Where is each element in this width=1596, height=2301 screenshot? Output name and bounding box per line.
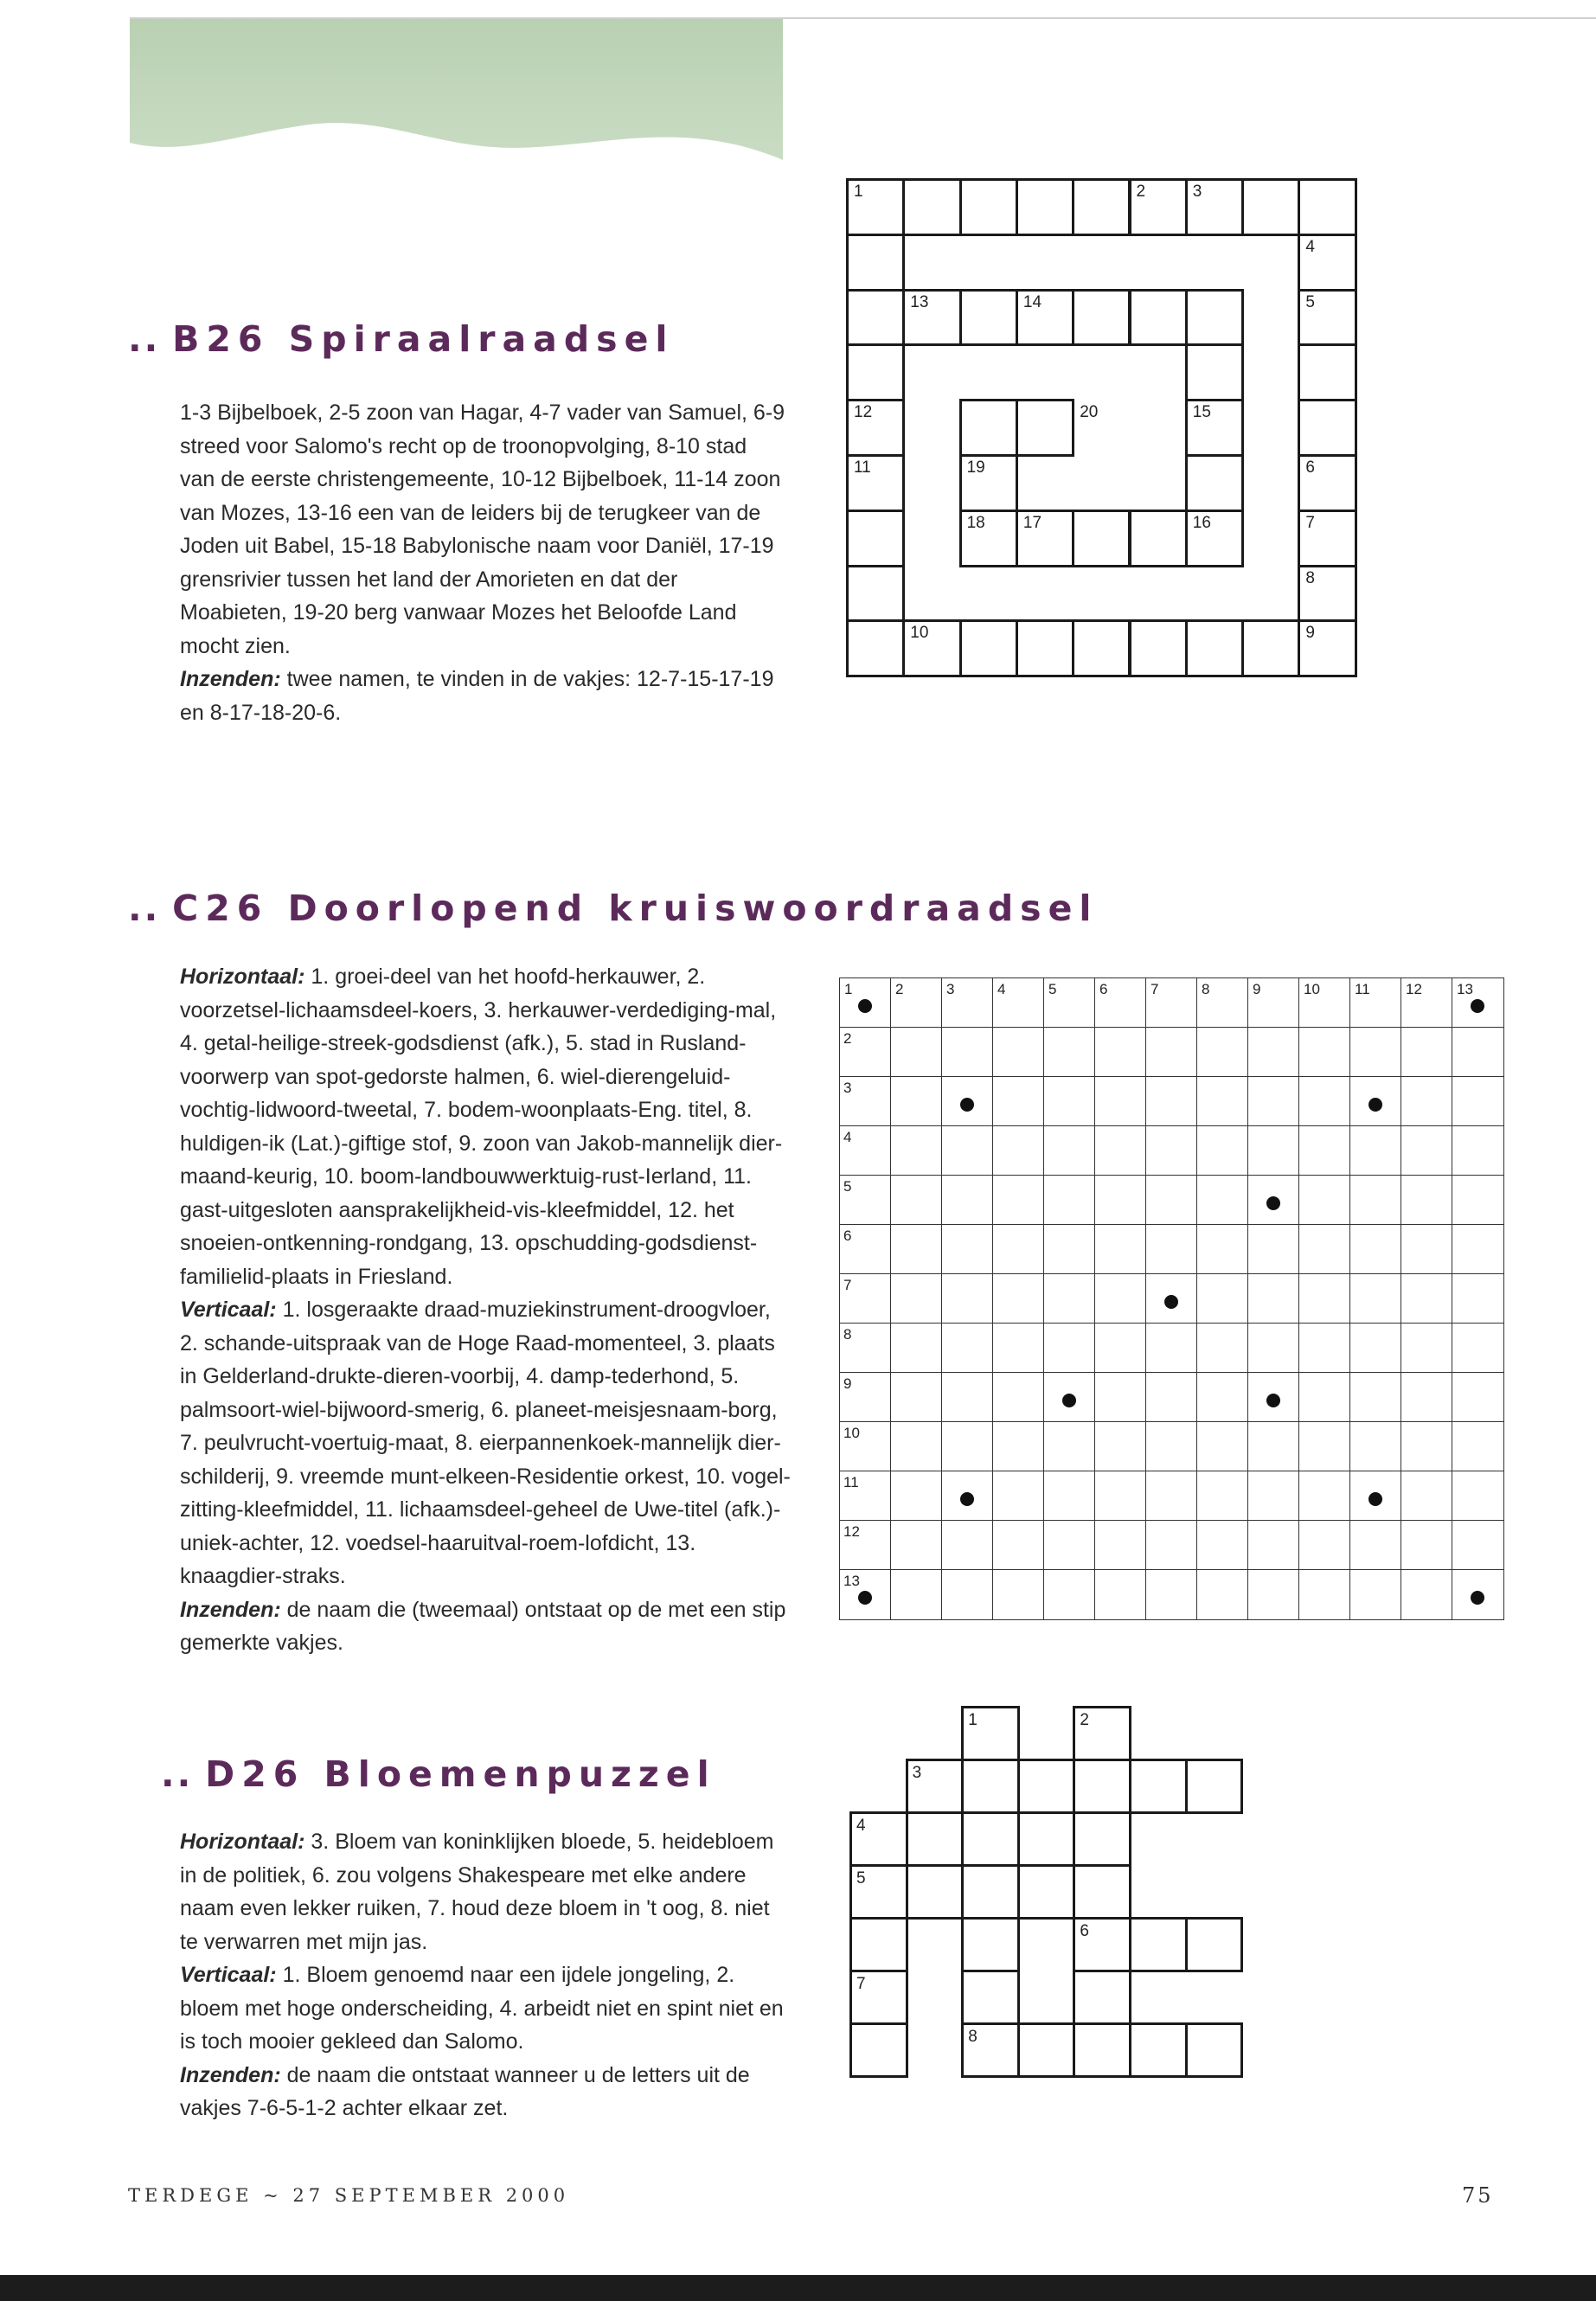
c26-cell[interactable] [890,1372,943,1423]
c26-cell[interactable] [1401,1125,1453,1176]
c26-marker-dot [1266,1196,1280,1210]
c26-cell[interactable] [890,1273,943,1324]
spiral-cell[interactable] [1129,289,1188,347]
c26-marker-dot [1266,1394,1280,1407]
c26-cell[interactable] [1196,1076,1249,1127]
d26-submit-text: de naam die ontstaat wanneer u de letters uit de vakjes 7-6-5-1-2 achter elkaar zet. [180,2062,750,2120]
c26-cell[interactable] [1196,1471,1249,1522]
b26-submit-text: twee namen, te vinden in de vakjes: 12-7-15-17-19 en 8-17-18-20-6. [180,667,774,725]
c26-cell[interactable] [1094,1273,1147,1324]
c26-cell[interactable] [1043,1421,1096,1472]
c26-cell[interactable] [1094,1520,1147,1571]
c26-cell[interactable] [1247,1224,1300,1275]
c26-cell[interactable] [1145,1323,1198,1374]
c26-cell[interactable] [1349,1569,1402,1620]
cell-number: 16 [1192,513,1211,532]
c26-cell[interactable] [890,1224,943,1275]
c26-marker-dot [1471,1591,1484,1605]
c26-cell[interactable] [1247,1421,1300,1472]
d26-cell[interactable] [961,1759,1020,1814]
spiral-cell[interactable] [846,619,905,677]
cell-number: 3 [912,1764,922,1782]
c26-cell[interactable] [1196,1175,1249,1226]
b26-clue-text: 1-3 Bijbelboek, 2-5 zoon van Hagar, 4-7 vader van Samuel, 6-9 streed voor Salomo's recht op de troonopvolging, 8-10 stad van de eerste christengemeente, 10-12 Bijbelboek, 11-14 zoon van Mozes, 13-16 een van de leiders bij de terugkeer van de Joden uit Babel, 15-18 Babylonische naam voor Daniël, 17-19 grensrivier tussen het land der Amorieten en dat der Moabieten, 19-20 berg vanwaar Mozes het Beloofde Land mocht zien. [180,401,785,658]
c26-cell[interactable] [1401,1076,1453,1127]
cell-number: 3 [843,1080,852,1096]
c26-cell[interactable] [1094,1421,1147,1472]
b26-clues [180,396,785,729]
c26-cell[interactable] [992,1323,1045,1374]
d26-cell[interactable] [1073,1759,1131,1814]
cell-number: 2 [1136,183,1146,201]
d26-cell[interactable] [1073,1970,1131,2025]
c26-cell[interactable] [1145,1027,1198,1078]
spiral-cell[interactable] [1185,289,1244,347]
spiral-cell[interactable] [1016,399,1074,457]
c26-cell[interactable] [1247,1471,1300,1522]
c26-horizontal-label: Horizontaal: [180,965,305,989]
c26-cell[interactable] [941,1125,994,1176]
c26-cell[interactable] [1298,1421,1351,1472]
c26-cell[interactable] [890,1421,943,1472]
c26-cell[interactable] [1145,1569,1198,1620]
spiral-cell[interactable] [846,510,905,567]
c26-cell[interactable] [992,1372,1045,1423]
c26-cell[interactable] [1094,1323,1147,1374]
c26-vertical-text: 1. losgeraakte draad-muziekinstrument-droogvloer, 2. schande-uitspraak van de Hoge Raad-momenteel, 3. plaats in Gelderland-drukte-dieren-voorbij, 4. damp-tederhond, 5. palmsoort-wiel-bijwoord-smerig, 6. planeet-meisjesnaam-borg, 7. peulvrucht-voertuig-maat, 8. eierpannenkoek-mannelijk dier-schilderij, 9. vreemde munt-elkeen-Residentie orkest, 10. vogel-zitting-kleefmiddel, 11. lichaamsdeel-geheel de Uwe-titel (afk.)-uniek-achter, 12. voedsel-haaruitval-roem-lofdicht, 13. knaagdier-straks. [180,1298,791,1588]
c26-cell[interactable] [1298,1175,1351,1226]
d26-cell[interactable] [1185,1759,1244,1814]
c26-cell[interactable] [1094,1125,1147,1176]
c26-cell[interactable] [1094,1175,1147,1226]
spiral-cell[interactable] [1129,619,1188,677]
c26-cell[interactable] [1452,1027,1504,1078]
c26-cell[interactable] [1298,1520,1351,1571]
c26-marker-dot [1368,1492,1382,1506]
cell-number: 10 [843,1425,860,1441]
c26-vertical-label: Verticaal: [180,1298,277,1322]
c26-cell[interactable] [941,1421,994,1472]
d26-cell[interactable] [849,1917,908,1972]
cell-number: 6 [1099,981,1108,997]
cell-number: 2 [895,981,904,997]
d26-cell[interactable] [961,1970,1020,2025]
c26-cell[interactable] [1196,1273,1249,1324]
spiral-cell[interactable] [846,234,905,292]
c26-cell[interactable] [890,1471,943,1522]
c26-cell[interactable] [992,1027,1045,1078]
c26-cell[interactable] [1247,1520,1300,1571]
c26-cell[interactable] [1247,1125,1300,1176]
c26-cell[interactable] [1247,1569,1300,1620]
c26-clues [180,960,794,1660]
cell-number: 8 [1305,568,1315,587]
cell-number: 9 [1305,624,1315,643]
cell-number: 2 [1080,1711,1089,1729]
c26-cell[interactable] [1145,1224,1198,1275]
c26-cell[interactable] [1094,1224,1147,1275]
c26-cell[interactable] [992,1076,1045,1127]
c26-cell[interactable] [992,1520,1045,1571]
d26-cell[interactable] [961,1811,1020,1867]
c26-cell[interactable] [1298,1471,1351,1522]
d26-cell[interactable] [1185,1917,1244,1972]
c26-cell[interactable] [941,1323,994,1374]
c26-cell[interactable] [1452,1125,1504,1176]
c26-cell[interactable] [890,1323,943,1374]
cell-number: 5 [1305,292,1315,311]
c26-cell[interactable] [1298,1224,1351,1275]
cell-number: 8 [1202,981,1210,997]
spiral-cell[interactable] [1072,510,1131,567]
c26-cell[interactable] [1452,1323,1504,1374]
spiral-cell[interactable] [1185,343,1244,401]
cell-number: 11 [843,1474,859,1490]
c26-horizontal-text: 1. groei-deel van het hoofd-herkauwer, 2. voorzetsel-lichaamsdeel-koers, 3. herkauwer-verdediging-mal, 4. getal-heilige-streek-godsdienst (afk.), 5. stad in Rusland-voorwerp van spot-gedorste halmen, 6. wiel-dierengeluid-vochtig-lidwoord-tweetal, 7. bodem-woonplaats-Eng. titel, 8. huldigen-ik (Lat.)-giftige stof, 9. zoon van Jakob-mannelijk dier-maand-keurig, 10. boom-landbouwwerktuig-rust-Ierland, 11. gast-uitgesloten aansprakelijkheid-vis-kleefmiddel, 12. het snoeien-ontkenning-rondgang, 13. opschudding-godsdienst-familielid-plaats in Friesland. [180,965,783,1289]
c26-cell[interactable] [1247,1323,1300,1374]
c26-cell[interactable] [1349,1323,1402,1374]
spiral-cell[interactable] [902,178,961,236]
c26-cell[interactable] [992,1569,1045,1620]
c26-cell[interactable] [992,1125,1045,1176]
c26-cell[interactable] [1452,1273,1504,1324]
c26-cell[interactable] [1401,1175,1453,1226]
c26-cell[interactable] [1452,1421,1504,1472]
spiral-cell[interactable] [1298,178,1356,236]
d26-submit-label: Inzenden: [180,2062,281,2087]
c26-marker-dot [960,1492,974,1506]
cell-number: 9 [843,1375,852,1392]
c26-marker-dot [858,999,872,1013]
c26-cell[interactable] [1247,1076,1300,1127]
d26-vertical-label: Verticaal: [180,1963,277,1987]
c26-cell[interactable] [890,1027,943,1078]
page-top-rule [130,17,1596,19]
d26-cell[interactable] [1073,2022,1131,2078]
c26-cell[interactable] [1349,1421,1402,1472]
c26-cell[interactable] [1247,1273,1300,1324]
c26-marker-dot [1164,1295,1178,1309]
cell-number: 6 [1305,458,1315,477]
c26-marker-dot [1368,1098,1382,1112]
c26-cell[interactable] [1452,1471,1504,1522]
header-decoration [130,17,787,164]
c26-cell[interactable] [941,1273,994,1324]
c26-cell[interactable] [1094,1027,1147,1078]
c26-cell[interactable] [1145,1125,1198,1176]
d26-cell[interactable] [1017,2022,1076,2078]
c26-cell[interactable] [1298,1076,1351,1127]
c26-cell[interactable] [1401,1471,1453,1522]
c26-cell[interactable] [941,1027,994,1078]
c26-cell[interactable] [1043,1323,1096,1374]
spiral-cell[interactable] [1241,619,1300,677]
cell-number: 13 [1457,981,1473,997]
cell-number: 1 [854,183,863,201]
c26-cell[interactable] [1349,1224,1402,1275]
footer-magazine: TERDEGE ~ 27 SEPTEMBER 2000 [128,2185,570,2206]
c26-cell[interactable] [1094,1076,1147,1127]
cell-number: 4 [843,1129,852,1145]
c26-cell[interactable] [1401,1273,1453,1324]
cell-number: 11 [854,458,871,477]
cell-number: 19 [966,458,985,477]
c26-cell[interactable] [1094,1372,1147,1423]
cell-number: 4 [856,1817,866,1835]
c26-cell[interactable] [1196,1027,1249,1078]
d26-horizontal-text: 3. Bloem van koninklijken bloede, 5. heidebloem in de politiek, 6. zou volgens Shakespeare met elke andere naam even lekker ruiken, 7. houd deze bloem in 't oog, 8. niet te verwarren met mijn jas. [180,1830,774,1954]
c26-cell[interactable] [1043,1273,1096,1324]
c26-cell[interactable] [1145,1175,1198,1226]
c26-cell[interactable] [1298,1323,1351,1374]
d26-cell[interactable] [1017,1759,1076,1814]
c26-cell[interactable] [1043,1076,1096,1127]
spiral-cell[interactable] [1016,178,1074,236]
cell-number: 4 [997,981,1006,997]
spiral-cell[interactable] [1016,619,1074,677]
d26-cell[interactable] [849,2022,908,2078]
spiral-cell[interactable] [1185,619,1244,677]
c26-marker-dot [1471,999,1484,1013]
b26-title: .. B26 Spiraalraadsel [128,318,675,360]
spiral-cell[interactable] [959,399,1018,457]
c26-cell[interactable] [1196,1323,1249,1374]
cell-number: 5 [1048,981,1057,997]
b26-submit-label: Inzenden: [180,667,281,691]
c26-cell[interactable] [1298,1027,1351,1078]
c26-marker-dot [858,1591,872,1605]
c26-submit-label: Inzenden: [180,1597,281,1622]
c26-cell[interactable] [1349,1273,1402,1324]
d26-cell[interactable] [906,1864,965,1920]
cell-number: 10 [910,624,929,643]
cell-number: 3 [1192,183,1202,201]
spiral-cell[interactable] [1072,178,1131,236]
c26-cell[interactable] [1145,1520,1198,1571]
spiral-cell[interactable] [959,619,1018,677]
c26-cell[interactable] [1094,1471,1147,1522]
c26-cell[interactable] [1349,1520,1402,1571]
cell-number: 7 [1151,981,1159,997]
c26-cell[interactable] [1196,1421,1249,1472]
c26-cell[interactable] [1452,1520,1504,1571]
cell-number: 1 [844,981,853,997]
c26-cell[interactable] [890,1125,943,1176]
d26-cell[interactable] [961,1864,1020,1920]
c26-cell[interactable] [992,1421,1045,1472]
d26-vertical-text: 1. Bloem genoemd naar een ijdele jongeling, 2. bloem met hoge onderscheiding, 4. arbeidt niet en spint niet en is toch mooier gekleed dan Salomo. [180,1963,784,2054]
c26-cell[interactable] [1401,1224,1453,1275]
d26-cell[interactable] [1073,1864,1131,1920]
c26-marker-dot [1062,1394,1076,1407]
d26-clues [180,1825,785,2125]
c26-cell[interactable] [941,1520,994,1571]
c26-submit-text: de naam die (tweemaal) ontstaat op de met een stip gemerkte vakjes. [180,1597,786,1655]
c26-cell[interactable] [1145,1471,1198,1522]
spiral-cell[interactable] [1129,510,1188,567]
d26-cell[interactable] [1129,2022,1188,2078]
c26-cell[interactable] [1043,1125,1096,1176]
cell-number: 13 [910,292,929,311]
cell-number: 20 [1080,403,1099,422]
cell-number: 13 [843,1573,860,1589]
c26-marker-dot [960,1098,974,1112]
cell-number: 10 [1304,981,1320,997]
spiral-cell[interactable] [1298,399,1356,457]
c26-cell[interactable] [1298,1125,1351,1176]
cell-number: 5 [843,1178,852,1195]
c26-title: .. C26 Doorlopend kruiswoordraadsel [128,888,1099,929]
d26-horizontal-label: Horizontaal: [180,1830,305,1854]
c26-cell[interactable] [992,1175,1045,1226]
cell-number: 18 [966,513,985,532]
c26-cell[interactable] [890,1520,943,1571]
c26-cell[interactable] [1298,1273,1351,1324]
c26-cell[interactable] [941,1372,994,1423]
c26-cell[interactable] [1145,1372,1198,1423]
c26-cell[interactable] [941,1569,994,1620]
c26-cell[interactable] [1452,1372,1504,1423]
d26-cell[interactable] [1017,1864,1076,1920]
cell-number: 11 [1355,981,1370,997]
cell-number: 12 [854,403,873,422]
c26-cell[interactable] [1043,1224,1096,1275]
c26-cell[interactable] [1349,1125,1402,1176]
footer-page-number: 75 [1462,2183,1494,2208]
spiral-cell[interactable] [846,343,905,401]
c26-cell[interactable] [1452,1224,1504,1275]
d26-cell[interactable] [961,1917,1020,1972]
cell-number: 8 [968,2028,977,2046]
c26-cell[interactable] [1043,1520,1096,1571]
c26-cell[interactable] [1401,1569,1453,1620]
c26-cell[interactable] [1145,1421,1198,1472]
c26-cell[interactable] [1298,1372,1351,1423]
spiral-cell[interactable] [1241,178,1300,236]
cell-number: 7 [1305,513,1315,532]
c26-cell[interactable] [1401,1421,1453,1472]
d26-cell[interactable] [1185,2022,1244,2078]
d26-title: .. D26 Bloemenpuzzel [161,1753,716,1795]
d26-cell[interactable] [1073,1811,1131,1867]
c26-cell[interactable] [1349,1372,1402,1423]
c26-cell[interactable] [890,1175,943,1226]
cell-number: 8 [843,1326,852,1343]
c26-cell[interactable] [1298,1569,1351,1620]
c26-cell[interactable] [1401,1520,1453,1571]
spiral-cell[interactable] [846,289,905,347]
cell-number: 3 [946,981,955,997]
cell-number: 7 [856,1975,866,1993]
spiral-cell[interactable] [959,289,1018,347]
c26-cell[interactable] [1043,1175,1096,1226]
cell-number: 7 [843,1277,852,1293]
c26-cell[interactable] [992,1273,1045,1324]
spiral-cell[interactable] [1072,289,1131,347]
c26-cell[interactable] [1401,1323,1453,1374]
cell-number: 12 [843,1523,860,1540]
bottom-bar [0,2275,1596,2301]
cell-number: 6 [1080,1922,1089,1940]
cell-number: 9 [1253,981,1261,997]
c26-cell[interactable] [1043,1027,1096,1078]
c26-cell[interactable] [992,1224,1045,1275]
c26-cell[interactable] [941,1175,994,1226]
c26-cell[interactable] [1196,1125,1249,1176]
d26-cell[interactable] [1129,1759,1188,1814]
cell-number: 4 [1305,237,1315,256]
c26-cell[interactable] [1145,1076,1198,1127]
c26-cell[interactable] [1452,1076,1504,1127]
c26-cell[interactable] [1043,1471,1096,1522]
c26-cell[interactable] [1094,1569,1147,1620]
cell-number: 14 [1022,292,1042,311]
c26-cell[interactable] [941,1224,994,1275]
spiral-cell[interactable] [1185,454,1244,512]
c26-cell[interactable] [1401,1027,1453,1078]
c26-cell[interactable] [1349,1027,1402,1078]
c26-cell[interactable] [992,1471,1045,1522]
cell-number: 1 [968,1711,977,1729]
c26-cell[interactable] [1043,1569,1096,1620]
c26-cell[interactable] [1196,1372,1249,1423]
c26-cell[interactable] [890,1076,943,1127]
spiral-cell[interactable] [959,178,1018,236]
c26-cell[interactable] [890,1569,943,1620]
c26-cell[interactable] [1452,1175,1504,1226]
cell-number: 15 [1192,403,1211,422]
c26-cell[interactable] [1401,1372,1453,1423]
cell-number: 2 [843,1030,852,1047]
c26-cell[interactable] [1247,1027,1300,1078]
c26-cell[interactable] [1196,1224,1249,1275]
spiral-cell[interactable] [846,565,905,623]
d26-cell[interactable] [1129,1917,1188,1972]
cell-number: 6 [843,1227,852,1244]
cell-number: 17 [1022,513,1042,532]
spiral-cell[interactable] [1298,343,1356,401]
c26-cell[interactable] [1196,1520,1249,1571]
cell-number: 12 [1406,981,1422,997]
spiral-cell[interactable] [1072,619,1131,677]
c26-cell[interactable] [1196,1569,1249,1620]
cell-number: 5 [856,1869,866,1888]
c26-cell[interactable] [1349,1175,1402,1226]
